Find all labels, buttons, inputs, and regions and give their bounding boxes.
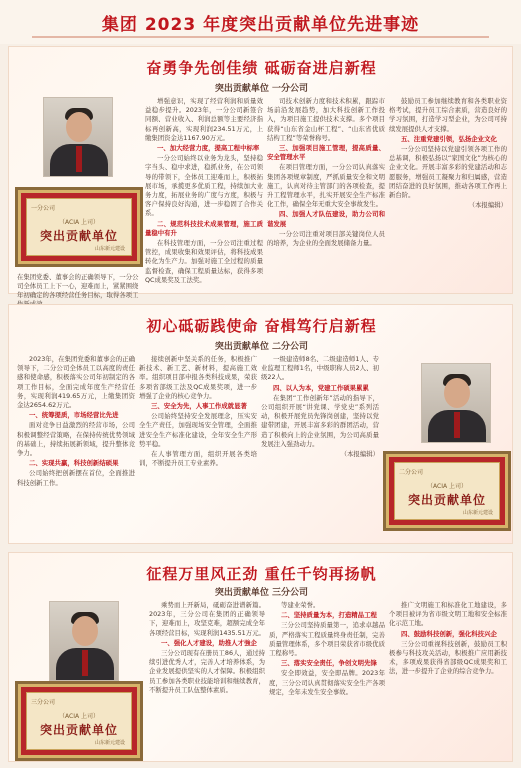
section-subheading: 三、加强项目施工管理，提高质量、安全管理水平 [267, 144, 385, 162]
section-subheading: 四、以人为本，党建工作硕果累累 [273, 383, 369, 392]
article-paragraph: 公司始终坚持安全发展理念，压实安全生产责任，加强现场安全管理，全面推进安全生产标准化建设，全年安全生产形势平稳。 [139, 412, 257, 448]
section-card-1 [8, 46, 513, 299]
article-paragraph: 一分公司坚持以党建引领各项工作的总基调，积极弘扬以“家国文化”为核心的企业文化。开展丰富多彩的党建活动和志愿服务，增强员工凝聚力和归属感，营造团结奋进的良好氛围，推动各项工作再上新台阶。 [389, 145, 507, 200]
plaque-unit: 二分公司 [399, 469, 424, 476]
award-plaque [15, 187, 143, 267]
article-paragraph: 面对竞争日益激烈的经营市场，公司积极调整经营策略，在保持传统优势领域的基础上，持续拓展新领域，提升整体竞争力。 [17, 421, 135, 458]
plaque-title: 突出贡献单位 [407, 493, 486, 507]
article-column [145, 97, 263, 293]
plaque-foot: 山东新元建设 [94, 246, 125, 252]
portrait-photo [43, 97, 113, 177]
article-paragraph: 一级建造师8名、二级建造师1人、专业监理工程师1名，中级职称人员2人、初级22人。 [261, 355, 379, 382]
plaque-title: 突出贡献单位 [39, 723, 118, 737]
section-subheading: 三、落实安全责任，争创文明先锋 [281, 659, 377, 668]
article-paragraph: 在科技管理方面，一分公司注重过程管控，成果收集和效果评估，将科技成果转化为生产力。加强对施工全过程的质量监督检查，确保工程质量达标，获得多项QC成果奖及工法奖。 [145, 239, 263, 284]
article-paragraph: 鼓励员工参加继续教育和各类职业资格考试，提升员工综合素质，营造良好的学习氛围，打造学习型企业，为公司可持续发展提供人才支撑。 [389, 97, 507, 133]
article-paragraph: 等建业荣誉。 [281, 601, 320, 609]
article-paragraph: 在项目管理方面，一分公司认真落实集团各项规章制度，严抓质量安全和文明施工，认真对待主管部门的各项检查，提升工程管理水平，扎实开展安全生产标准化工作，确保全年无重大安全事故发生。 [267, 163, 385, 209]
page-title: 集团 2023 年度突出贡献单位先进事迹 [101, 15, 420, 35]
header-rule [32, 36, 489, 38]
article-column [269, 601, 385, 757]
article-column [17, 355, 135, 539]
article-column [389, 601, 507, 757]
portrait-photo [49, 601, 119, 681]
article-column [261, 355, 379, 539]
article-paragraph: 乘势而上开新局，砥砺奋进谱新篇。2023年，三分公司在集团的正确领导下，迎难而上，攻坚克难，超额完成全年各项经营目标，实现利润1435.51万元。 [149, 601, 265, 637]
article-paragraph: 接续创新中坚关系的任务，积极推广新技术、新工艺、新材料，提高施工效率。组织项目部申报各类科技成果，荣获多项省部级工法及QC成果奖项，进一步增强了企业的核心竞争力。 [139, 355, 257, 400]
article-paragraph: 司技术创新力度和技术积累，跟踪市场前沿发展趋势，加大科技创新工作投入，为项目施工提供技术支撑。多个项目获得“山东省金山杯工程”、“山东省优质结构工程”等荣誉称号。 [267, 97, 385, 142]
editor-note: （本报编辑） [340, 450, 379, 459]
plaque-foot: 山东新元建设 [94, 740, 125, 746]
section-card-3 [8, 552, 513, 762]
article-column [139, 355, 257, 539]
article-paragraph: 2023年，在集团党委和董事会的正确领导下，二分公司全体员工以高度的责任感和使命感，积极落实公司年初制定的各项工作目标，全面完成年度生产经营任务，实现利润419.65万元，上缴集团资金达2654.62万元。 [17, 355, 135, 410]
award-plaque [383, 451, 511, 531]
article-paragraph: 一分公司始终以业务为龙头，坚持稳字当头、稳中求进，稳抓业务，在公司领导的带领下，全体员工迎难而上，积极拓展市场，承揽更多优质工程，持续加大业务力度，拓展业务的广度与方度，积极与客户保持良好沟通，进一步稳固了合作关系。 [145, 154, 263, 218]
section-subheading: 四、鼓励科技创新，强化科技兴企 [401, 629, 497, 638]
section-subheading: 二、规范科技技术成果管理，施工质量稳中有升 [145, 219, 263, 237]
article-column [149, 601, 265, 757]
article-paragraph: 三分公司坚持质量第一，追求卓越品质，严格落实工程质量终身责任制，完善质量管理体系，多个项目荣获省市级优质工程称号。 [269, 621, 385, 658]
section-subheading: 五、注重党建引领，弘扬企业文化 [401, 134, 497, 143]
plaque-org: （ACIA 上司） [59, 713, 99, 720]
plaque-org: （ACIA 上司） [59, 219, 99, 226]
section-subtitle: 突出贡献单位 三分公司 [214, 588, 309, 598]
section-subheading: 二、实现共赢，科技创新结硕果 [29, 459, 119, 468]
section-heading: 初心砥砺践使命 奋楫笃行启新程 [146, 317, 377, 335]
section-subheading: 一、强化人才建设，助推人才強企 [161, 638, 257, 647]
section-subheading: 一、加大经营力度，提高工程中标率 [157, 144, 260, 153]
article-paragraph: 一分公司注重对项目部关键岗位人员的培养，为企业的全面发展储备力量。 [267, 229, 385, 248]
plaque-unit: 三分公司 [31, 699, 56, 706]
article-column [389, 97, 507, 293]
section-subheading: 四、加强人才队伍建设，助力公司和谐发展 [267, 210, 385, 228]
article-paragraph: 在人事管理方面，组织开展各类培训，不断提升员工专业素养。 [139, 450, 257, 468]
plaque-title: 突出贡献单位 [39, 229, 118, 243]
section-subtitle: 突出贡献单位 二分公司 [214, 342, 309, 352]
article-column [267, 97, 385, 293]
plaque-foot: 山东新元建设 [462, 510, 493, 516]
page-header [0, 0, 521, 44]
section-subheading: 一、统筹提质，市场经营比先进 [29, 411, 119, 420]
article-paragraph: 推广文明施工和标准化工地建设，多个项目被评为省市级文明工地和安全标准化示范工地。 [389, 601, 507, 628]
section-subheading: 三、安全为先，人事工作成就显著 [151, 402, 247, 411]
article-paragraph: 公司始终把创新摆在首位，全面推进科技创新工作。 [17, 469, 135, 487]
section-heading: 征程万里风正劲 重任千钧再扬帆 [146, 565, 377, 583]
award-plaque [15, 681, 143, 761]
article-paragraph: 三分公司重视科技创新，鼓励员工积极参与科技攻关活动，积极推广应用新技术，多项成果获得省部级QC成果奖和工法，进一步提升了企业的综合竞争力。 [389, 639, 507, 676]
editor-note: （本报编辑） [468, 201, 507, 210]
portrait-photo [421, 363, 491, 443]
article-paragraph: 在集团“工作创新年”活动的指导下，公司组织开展“讲党课、学党史”系列活动，积极开展党员先锋岗创建，坚持以党建带团建，开展丰富多彩的群团活动，营造了积极向上的企业氛围，为公司高质量发展注入强劲动力。 [261, 393, 379, 448]
article-paragraph: 安全即效益，安全即品牌。2023年度，三分公司认真贯彻落实安全生产各项规定，全年未发生安全事故。 [269, 669, 385, 696]
section-heading: 奋勇争先创佳绩 砥砺奋进启新程 [146, 59, 377, 77]
article-paragraph: 增强意识，实现了经营利润和质量效益稳步提升。2023年，一分公司新签合同额、营业收入、利润总额等主要经济指标再创新高，实现利润234.51万元，上缴集团资金达1167.90万元。 [145, 97, 263, 142]
article-paragraph: 三分公司现有在册员工86人，通过持续引进优秀人才，完善人才培养体系，为企业发展提供坚实的人才保障。积极组织员工参加各类职业技能培训和继续教育，不断提升员工队伍整体素质。 [149, 649, 265, 694]
section-subtitle: 突出贡献单位 一分公司 [214, 84, 309, 94]
plaque-org: （ACIA 上司） [427, 483, 467, 490]
section-subheading: 二、坚持质量为本，打造精品工程 [281, 611, 377, 620]
plaque-unit: 一分公司 [31, 205, 56, 212]
photo-caption: 在集团党委、董事会的正确领导下，一分公司全体员工上下一心，迎难而上，紧紧围绕年初确定的各项经营任务目标，取得各项工 [17, 273, 139, 299]
section-card-2 [8, 304, 513, 544]
